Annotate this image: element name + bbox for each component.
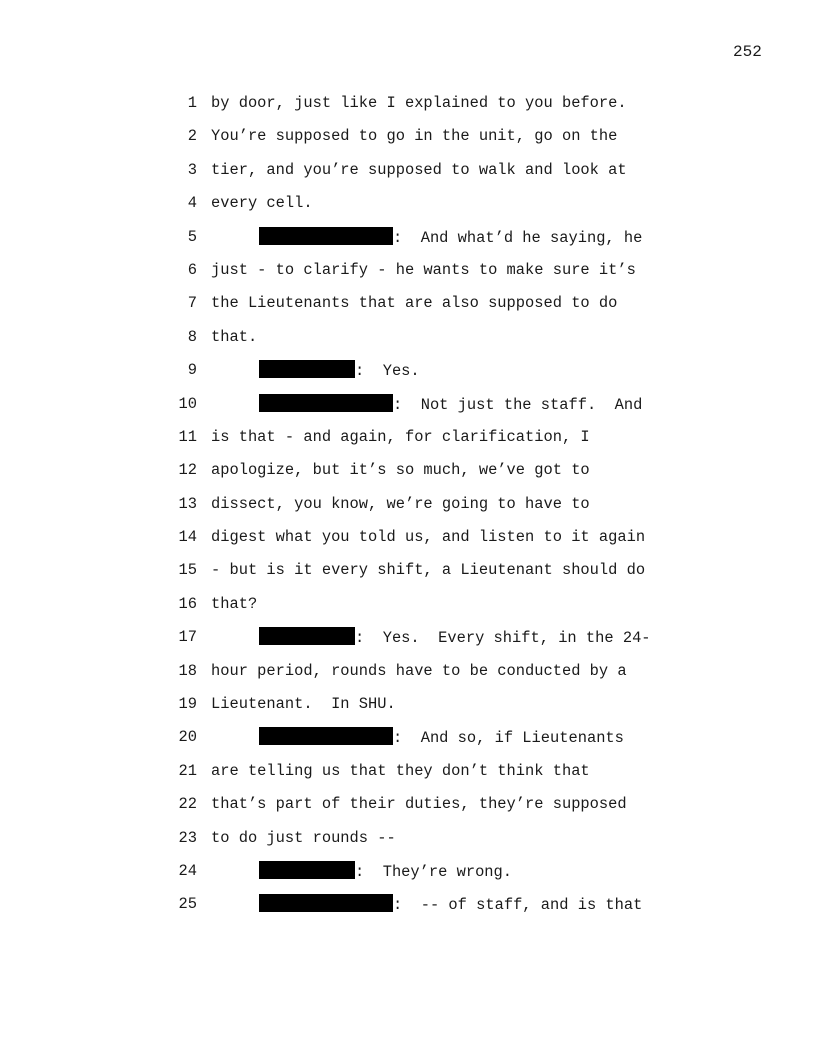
line-number: 18 <box>178 661 197 680</box>
transcript-line <box>170 126 690 159</box>
line-text: are telling us that they don’t think that <box>211 761 590 780</box>
line-text: apologize, but it’s so much, we’ve got to <box>211 461 590 480</box>
line-number: 2 <box>187 127 197 146</box>
line-number: 14 <box>178 528 197 547</box>
speaker-line-text <box>259 727 624 748</box>
transcript-line <box>170 293 690 326</box>
redacted-speaker-name <box>259 394 393 412</box>
redacted-speaker-name <box>259 727 393 745</box>
line-number: 16 <box>178 594 197 613</box>
transcript-line <box>170 260 690 293</box>
line-text: to do just rounds -- <box>211 828 396 847</box>
speaker-line-text <box>259 894 642 915</box>
line-number: 22 <box>178 795 197 814</box>
line-text: digest what you told us, and listen to it again <box>211 528 646 547</box>
line-number: 8 <box>187 327 197 346</box>
redacted-speaker-name <box>259 894 393 912</box>
transcript-line <box>170 160 690 193</box>
transcript-line <box>170 394 690 427</box>
line-number: 10 <box>178 394 197 413</box>
transcript-body <box>170 93 690 928</box>
line-text: that. <box>211 327 258 346</box>
line-number: 6 <box>187 260 197 279</box>
line-text: hour period, rounds have to be conducted by a <box>211 661 627 680</box>
transcript-line <box>170 327 690 360</box>
transcript-line <box>170 828 690 861</box>
line-text: that’s part of their duties, they’re supposed <box>211 795 627 814</box>
line-text: is that - and again, for clarification, I <box>211 427 590 446</box>
line-number: 13 <box>178 494 197 513</box>
line-number: 15 <box>178 561 197 580</box>
transcript-line <box>170 494 690 527</box>
line-text: the Lieutenants that are also supposed to do <box>211 294 618 313</box>
speaker-line-text <box>259 360 420 381</box>
speaker-dialogue: : Yes. Every shift, in the 24- <box>355 629 651 648</box>
line-number: 25 <box>178 895 197 914</box>
transcript-line <box>170 794 690 827</box>
speaker-dialogue: : They’re wrong. <box>355 862 513 881</box>
line-text: every cell. <box>211 194 313 213</box>
line-text: Lieutenant. In SHU. <box>211 695 396 714</box>
redacted-speaker-name <box>259 861 355 879</box>
speaker-dialogue: : Not just the staff. And <box>393 395 643 414</box>
speaker-dialogue: : -- of staff, and is that <box>393 896 643 915</box>
transcript-line <box>170 761 690 794</box>
redacted-speaker-name <box>259 227 393 245</box>
speaker-dialogue: : And so, if Lieutenants <box>393 729 624 748</box>
transcript-line <box>170 460 690 493</box>
line-number: 23 <box>178 828 197 847</box>
transcript-line <box>170 427 690 460</box>
transcript-line <box>170 694 690 727</box>
line-number: 9 <box>187 361 197 380</box>
line-text: - but is it every shift, a Lieutenant should do <box>211 561 646 580</box>
speaker-line-text <box>259 394 642 415</box>
line-number: 20 <box>178 728 197 747</box>
transcript-line <box>170 193 690 226</box>
transcript-line <box>170 227 690 260</box>
line-number: 21 <box>178 761 197 780</box>
transcript-line <box>170 861 690 894</box>
transcript-line <box>170 627 690 660</box>
speaker-dialogue: : And what’d he saying, he <box>393 228 643 247</box>
speaker-line-text <box>259 861 512 882</box>
line-number: 11 <box>178 427 197 446</box>
line-number: 19 <box>178 695 197 714</box>
redacted-speaker-name <box>259 627 355 645</box>
line-text: just - to clarify - he wants to make sure it’s <box>211 260 636 279</box>
line-number: 17 <box>178 628 197 647</box>
page-number: 252 <box>733 43 762 61</box>
line-number: 4 <box>187 194 197 213</box>
line-number: 24 <box>178 861 197 880</box>
transcript-line <box>170 661 690 694</box>
transcript-line <box>170 360 690 393</box>
transcript-line <box>170 727 690 760</box>
line-text: You’re supposed to go in the unit, go on the <box>211 127 618 146</box>
transcript-line <box>170 594 690 627</box>
line-text: tier, and you’re supposed to walk and look at <box>211 160 627 179</box>
transcript-line <box>170 560 690 593</box>
line-text: that? <box>211 594 258 613</box>
line-number: 1 <box>187 94 197 112</box>
speaker-line-text <box>259 227 642 248</box>
line-text: dissect, you know, we’re going to have to <box>211 494 590 513</box>
line-text: by door, just like I explained to you before. <box>211 94 627 112</box>
transcript-line <box>170 527 690 560</box>
transcript-line <box>170 93 690 126</box>
line-number: 7 <box>187 294 197 313</box>
line-number: 3 <box>187 160 197 179</box>
line-number: 5 <box>187 227 197 246</box>
redacted-speaker-name <box>259 360 355 378</box>
transcript-line <box>170 894 690 927</box>
speaker-dialogue: : Yes. <box>355 362 420 381</box>
line-number: 12 <box>178 461 197 480</box>
speaker-line-text <box>259 627 651 648</box>
